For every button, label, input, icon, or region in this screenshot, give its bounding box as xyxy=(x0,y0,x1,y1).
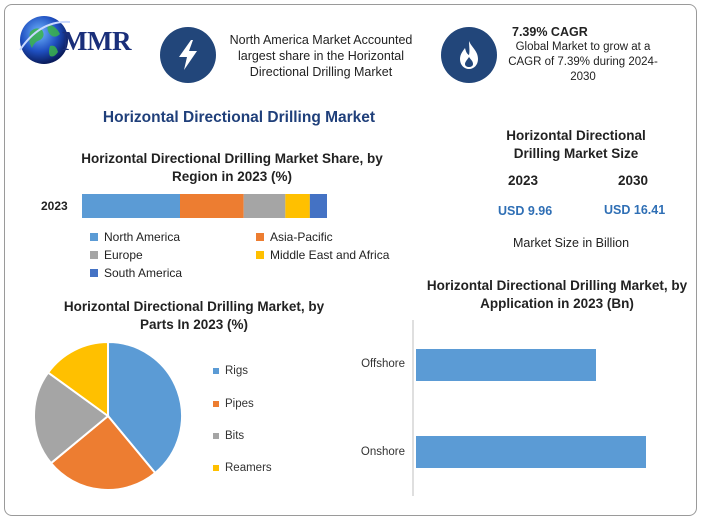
legend-middle-east-africa xyxy=(256,248,389,262)
mmr-logo xyxy=(8,6,148,88)
bar-onshore xyxy=(416,436,646,468)
application-chart-title: Horizontal Directional Drilling Market, by Application in 2023 (Bn) xyxy=(426,278,688,311)
region-chart-title: Horizontal Directional Drilling Market Share, by Region in 2023 (%) xyxy=(81,151,383,184)
legend-swatch xyxy=(256,233,264,241)
legend-swatch xyxy=(256,251,264,259)
market-size-note: Market Size in Billion xyxy=(513,236,630,250)
bar-segment-asia-pacific xyxy=(180,194,244,218)
logo-text: MMR xyxy=(62,26,131,56)
highlight-text: North America Market Accounted largest share in the Horizontal Directional Drilling Market xyxy=(229,33,413,79)
cagr-title: 7.39% CAGR xyxy=(512,25,588,39)
bar-segment-europe xyxy=(244,194,286,218)
pie-legend-rigs xyxy=(213,365,248,377)
legend-europe xyxy=(90,248,143,262)
bar-offshore xyxy=(416,349,596,381)
year-2023-label: 2023 xyxy=(508,173,539,188)
legend-label: North America xyxy=(104,230,181,244)
cagr-text: Global Market to grow at a CAGR of 7.39% during 2024-2030 xyxy=(508,41,658,83)
legend-label: Middle East and Africa xyxy=(270,248,390,262)
pie-legend-reamers xyxy=(213,462,272,474)
legend-label: Pipes xyxy=(225,398,254,410)
market-size-title: Horizontal Directional Drilling Market Size xyxy=(506,128,646,161)
legend-swatch xyxy=(213,401,219,407)
application-bar-chart xyxy=(412,320,682,498)
legend-north-america xyxy=(90,230,180,244)
category-label-offshore: Offshore xyxy=(361,358,405,370)
value-2023: USD 9.96 xyxy=(498,204,553,218)
legend-label: Rigs xyxy=(225,365,249,377)
pie-legend-bits xyxy=(213,430,244,442)
legend-swatch xyxy=(90,269,98,277)
bar-segment-middle-east-and-africa xyxy=(285,194,310,218)
category-label-onshore: Onshore xyxy=(360,446,405,458)
region-category-label: 2023 xyxy=(41,199,68,213)
bar-segment-north-america xyxy=(82,194,180,218)
flame-icon xyxy=(441,27,497,83)
value-2030: USD 16.41 xyxy=(604,203,666,217)
legend-label: South America xyxy=(104,266,183,280)
legend-swatch xyxy=(213,465,219,471)
main-title: Horizontal Directional Drilling Market xyxy=(102,109,376,126)
legend-south-america xyxy=(90,266,182,280)
parts-chart-title: Horizontal Directional Drilling Market, by Parts In 2023 (%) xyxy=(63,299,325,332)
legend-swatch xyxy=(213,433,219,439)
lightning-icon xyxy=(160,27,216,83)
legend-swatch xyxy=(213,368,219,374)
legend-label: Europe xyxy=(104,248,143,262)
legend-swatch xyxy=(90,251,98,259)
year-2030-label: 2030 xyxy=(618,173,649,188)
legend-asia-pacific xyxy=(256,230,333,244)
legend-label: Bits xyxy=(225,430,245,442)
legend-label: Reamers xyxy=(225,462,272,474)
legend-swatch xyxy=(90,233,98,241)
legend-label: Asia-Pacific xyxy=(270,230,333,244)
bar-segment-south-america xyxy=(310,194,327,218)
pie-legend-pipes xyxy=(213,398,254,410)
region-stacked-bar xyxy=(82,193,332,219)
parts-pie-chart xyxy=(30,340,190,500)
